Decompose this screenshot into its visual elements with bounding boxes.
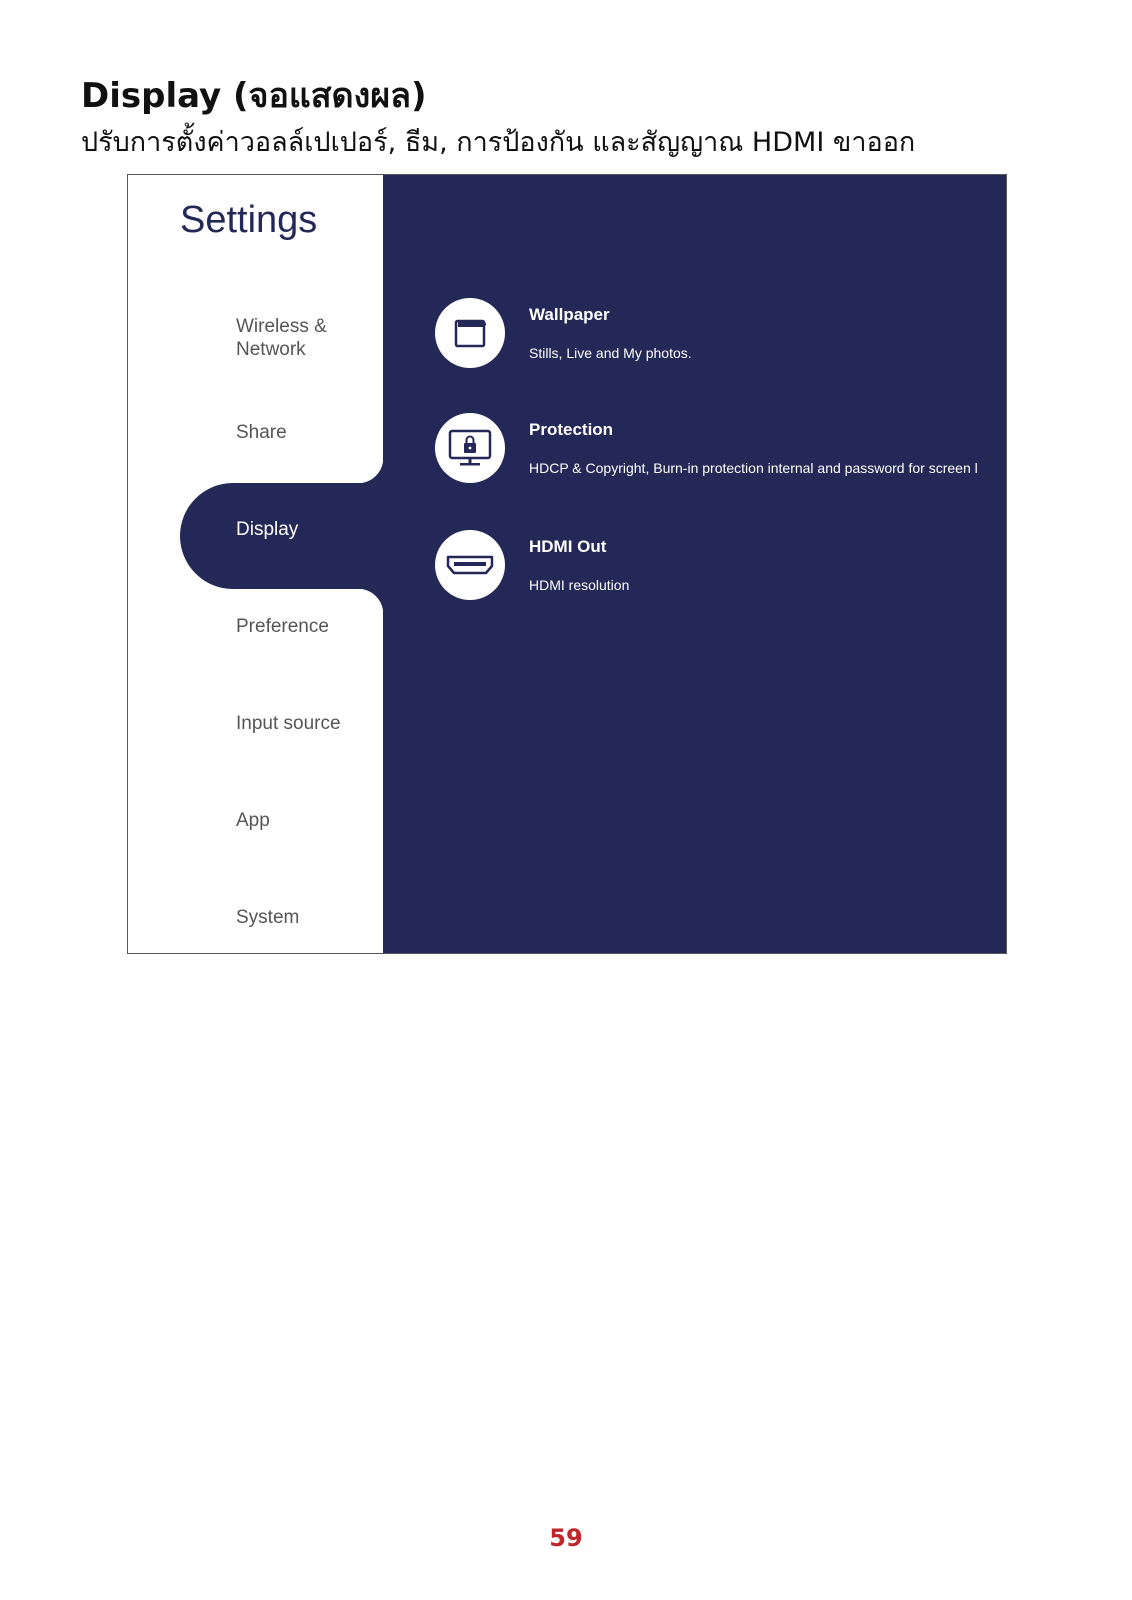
menu-item-title: Wallpaper: [529, 305, 610, 324]
nav-item-display[interactable]: Display: [236, 519, 299, 540]
active-notch-bottom: [358, 589, 383, 614]
menu-item-title: HDMI Out: [529, 537, 607, 556]
nav-item-share[interactable]: Share: [236, 422, 287, 443]
menu-item-description: Stills, Live and My photos.: [529, 345, 692, 361]
nav-item-system[interactable]: System: [236, 907, 300, 928]
nav-item-input-source[interactable]: Input source: [236, 713, 341, 734]
menu-item-wallpaper[interactable]: [435, 298, 1006, 370]
page-title: Display (จอแสดงผล): [81, 76, 427, 116]
settings-title: Settings: [180, 199, 318, 241]
page-number: 59: [549, 1524, 583, 1552]
menu-item-description: HDCP & Copyright, Burn-in protection internal and password for screen l: [529, 460, 978, 476]
settings-content-panel: [383, 175, 1006, 953]
active-notch-top: [358, 458, 383, 483]
page-subtitle: ปรับการตั้งค่าวอลล์เปเปอร์, ธีม, การป้องกัน และสัญญาณ HDMI ขาออก: [81, 127, 916, 158]
menu-item-description: HDMI resolution: [529, 577, 630, 593]
menu-item-protection[interactable]: [435, 413, 1006, 485]
nav-item-preference[interactable]: Preference: [236, 616, 329, 637]
monitor-lock-icon: [435, 413, 505, 483]
settings-screenshot: [127, 174, 1007, 954]
nav-item-wireless-network[interactable]: Wireless & Network: [236, 316, 327, 360]
hdmi-port-icon: [435, 530, 505, 600]
nav-item-app[interactable]: App: [236, 810, 270, 831]
menu-item-hdmi-out[interactable]: [435, 530, 1006, 602]
menu-item-title: Protection: [529, 420, 614, 439]
wallpaper-icon: [435, 298, 505, 368]
